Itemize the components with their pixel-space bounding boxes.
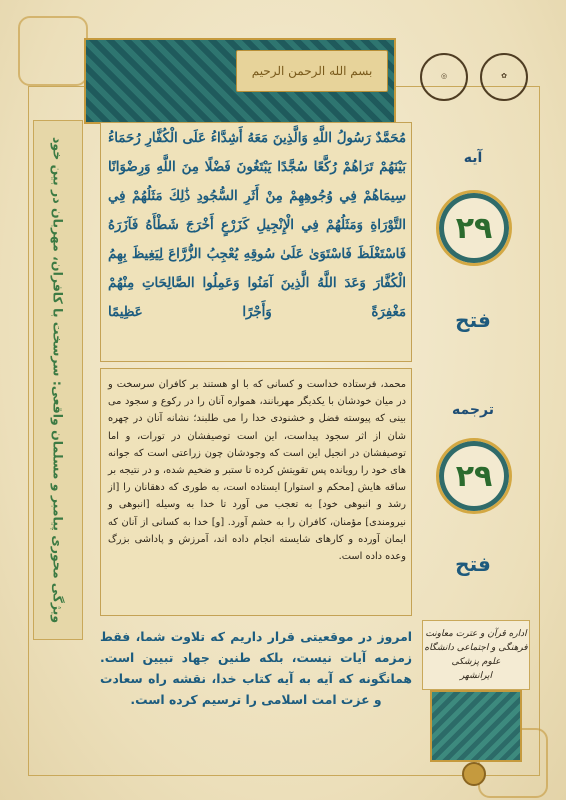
translation-label: ترجمه <box>452 402 494 418</box>
translation-number: ۲۹ <box>455 458 493 494</box>
translation-surah-name: فتح <box>455 552 491 576</box>
footer-ornament-icon <box>462 762 486 786</box>
surah-name: فتح <box>455 308 491 332</box>
calligraphy-line-1: اداره قرآن و عترت معاونت فرهنگی و اجتماعی دانشگاه علوم پزشکی <box>424 629 528 667</box>
header-tile-banner <box>84 38 396 124</box>
translation-text: محمد، فرستاده خداست و کسانی که با او هستند بر کافران سرسخت و در میان خودشان با یکدیگر مهربانند، همواره آنان را در رکوع و سجود می بینی که پیوسته فضل و خشنودی خدا را می طلبند؛ نشانه آنان در چهره شان از اثر سجود پیداست، این است توصیفشان در تورات، و اما توصیفشان در انجیل این است که وجودشان چون زراعتی است که جوانه های خود را رویانده پس تقویتش کرده تا ستبر و ضخیم شده، و در نتیجه بر ساقه هایش [محکم و استوار] ایستاده است، به طوری که دهقانان را [از رشد و انبوهی خود] به تعجب می آورد تا خدا به وسیله [انبوهی و نیرومندی] مؤمنان، کافران را به خشم آورد. [و] خدا به کسانی از آنان که ایمان آورده و کارهای شایسته انجام داده اند، آمرزش و پاداشی بزرگ وعده داده است. <box>108 379 406 563</box>
basmala-plaque <box>236 50 388 92</box>
calligraphy-line-2: ایرانشهر <box>459 671 493 681</box>
calligraphy-credit <box>422 620 530 690</box>
footer-message: امروز در موقعیتی قرار داریم که تلاوت شما، فقط زمزمه آیات نیست، بلکه طنین جهاد تبیین است. همانگونه که آیه به آیه کتاب خدا، نقشه راه سعادت و عزت امت اسلامی را ترسیم کرده است. <box>100 629 412 707</box>
translation-medal <box>436 438 512 514</box>
emblem-logo-1: ◎ <box>420 53 468 101</box>
emblem-logo-2: ✿ <box>480 53 528 101</box>
ayah-label: آیه <box>463 150 483 166</box>
ayah-number: ۲۹ <box>455 210 493 246</box>
ayah-panel <box>412 122 534 368</box>
side-title: ویژگی محوری پیامبر و مسلمان واقعی: سرسخت با کافران، مهربان در بین خود <box>50 136 66 624</box>
header-logos <box>404 52 544 102</box>
ayah-medal <box>436 190 512 266</box>
basmala: بسم الله الرحمن الرحیم <box>251 64 373 78</box>
corner-ornament-top-left <box>18 16 88 86</box>
footer-tile-strip <box>430 690 522 762</box>
translation-panel <box>412 368 534 614</box>
quran-verse: مُحَمَّدٌ رَسُولُ اللَّهِ وَالَّذِينَ مَعَهُ أَشِدَّاءُ عَلَى الْكُفَّارِ رُحَمَاءُ بَيْنَهُمْ تَرَاهُمْ رُكَّعًا سُجَّدًا يَبْتَغُونَ فَضْلًا مِنَ اللَّهِ وَرِضْوَانًا سِيمَاهُمْ فِي وُجُوهِهِمْ مِنْ أَثَرِ السُّجُودِ ذَٰلِكَ مَثَلُهُمْ فِي التَّوْرَاةِ وَمَثَلُهُمْ فِي الْإِنْجِيلِ كَزَرْعٍ أَخْرَجَ شَطْأَهُ فَآزَرَهُ فَاسْتَغْلَظَ فَاسْتَوَىٰ عَلَىٰ سُوقِهِ يُعْجِبُ الزُّرَّاعَ لِيَغِيظَ بِهِمُ الْكُفَّارَ وَعَدَ اللَّهُ الَّذِينَ آمَنُوا وَعَمِلُوا الصَّالِحَاتِ مِنْهُمْ مَغْفِرَةً وَأَجْرًا عَظِيمًا <box>108 131 406 320</box>
